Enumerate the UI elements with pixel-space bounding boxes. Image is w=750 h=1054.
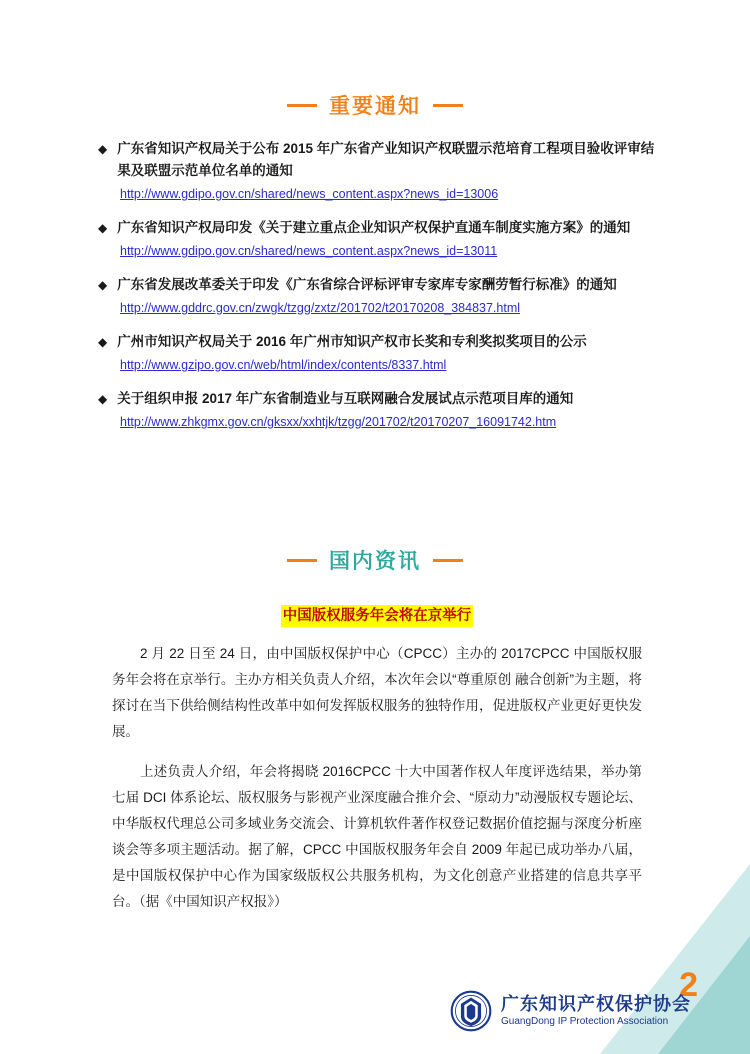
heading-dash-left bbox=[287, 559, 317, 562]
heading-dash-right bbox=[433, 104, 463, 107]
footer-org-name-en: GuangDong IP Protection Association bbox=[501, 1016, 669, 1027]
news-section-heading bbox=[0, 545, 750, 575]
notice-heading-text: 重要通知 bbox=[329, 95, 421, 118]
notice-link[interactable]: http://www.zhkgmx.gov.cn/gksxx/xxhtjk/tzgg/201702/t20170207_16091742.htm bbox=[120, 415, 557, 429]
news-title-wrapper bbox=[112, 605, 642, 627]
diamond-bullet-icon: ◆ bbox=[98, 335, 108, 349]
footer-org-name-cn: 广东知识产权保护协会 bbox=[501, 994, 691, 1014]
notice-row bbox=[98, 388, 660, 410]
list-item bbox=[98, 331, 660, 374]
list-item bbox=[98, 217, 660, 260]
news-heading-text: 国内资讯 bbox=[329, 550, 421, 573]
notice-row bbox=[98, 217, 660, 239]
diamond-bullet-icon: ◆ bbox=[98, 278, 108, 292]
heading-dash-left bbox=[287, 104, 317, 107]
notice-list bbox=[98, 138, 660, 445]
list-item bbox=[98, 388, 660, 431]
notice-title: 广东省发展改革委关于印发《广东省综合评标评审专家库专家酬劳暂行标准》的通知 bbox=[117, 277, 617, 292]
notice-title: 广东省知识产权局印发《关于建立重点企业知识产权保护直通车制度实施方案》的通知 bbox=[117, 220, 631, 235]
notice-link[interactable]: http://www.gdipo.gov.cn/shared/news_content.aspx?news_id=13011 bbox=[120, 244, 498, 258]
page-number: 2 bbox=[679, 966, 698, 1004]
notice-title: 广东省知识产权局关于公布 2015 年广东省产业知识产权联盟示范培育工程项目验收评审结果及联盟示范单位名单的通知 bbox=[117, 141, 655, 178]
notice-row bbox=[98, 274, 660, 296]
diamond-bullet-icon: ◆ bbox=[98, 221, 108, 235]
notice-row bbox=[98, 331, 660, 353]
list-item bbox=[98, 138, 660, 203]
association-seal-icon bbox=[450, 990, 492, 1032]
diamond-bullet-icon: ◆ bbox=[98, 142, 108, 156]
diamond-bullet-icon: ◆ bbox=[98, 392, 108, 406]
news-article bbox=[112, 605, 642, 929]
notice-title: 关于组织申报 2017 年广东省制造业与互联网融合发展试点示范项目库的通知 bbox=[117, 391, 574, 406]
notice-title: 广州市知识产权局关于 2016 年广州市知识产权市长奖和专利奖拟奖项目的公示 bbox=[117, 334, 587, 349]
news-paragraph: 上述负责人介绍，年会将揭晓 2016CPCC 十大中国著作权人年度评选结果，举办第七届 DCI 体系论坛、版权服务与影视产业深度融合推介会、“原动力”动漫版权专题论坛、中华版权代理总公司多域业务交流会、计算机软件著作权登记数据价值挖掘与深度分析座谈会等多项主题活动。据了解，CPCC 中国版权服务年会自 2009 年起已成功举办八届，是中国版权保护中心作为国家级版权公共服务机构，为文化创意产业搭建的信息共享平台。（据《中国知识产权报》） bbox=[112, 764, 642, 909]
news-article-title: 中国版权服务年会将在京举行 bbox=[281, 605, 474, 627]
footer-texts bbox=[501, 993, 691, 1029]
notice-row bbox=[98, 138, 660, 182]
notice-link[interactable]: http://www.gzipo.gov.cn/web/html/index/contents/8337.html bbox=[120, 358, 447, 372]
notice-link[interactable]: http://www.gdipo.gov.cn/shared/news_content.aspx?news_id=13006 bbox=[120, 187, 499, 201]
footer-logo-block bbox=[450, 990, 691, 1032]
heading-dash-right bbox=[433, 559, 463, 562]
list-item bbox=[98, 274, 660, 317]
notice-section-heading bbox=[0, 90, 750, 120]
notice-link[interactable]: http://www.gddrc.gov.cn/zwgk/tzgg/zxtz/201702/t20170208_384837.html bbox=[120, 301, 521, 315]
news-paragraph: 2 月 22 日至 24 日，由中国版权保护中心（CPCC）主办的 2017CPCC 中国版权服务年会将在京举行。主办方相关负责人介绍，本次年会以“尊重原创 融合创新”为主题，将探讨在当下供给侧结构性改革中如何发挥版权服务的独特作用，促进版权产业更好更快发展。 bbox=[112, 646, 642, 739]
